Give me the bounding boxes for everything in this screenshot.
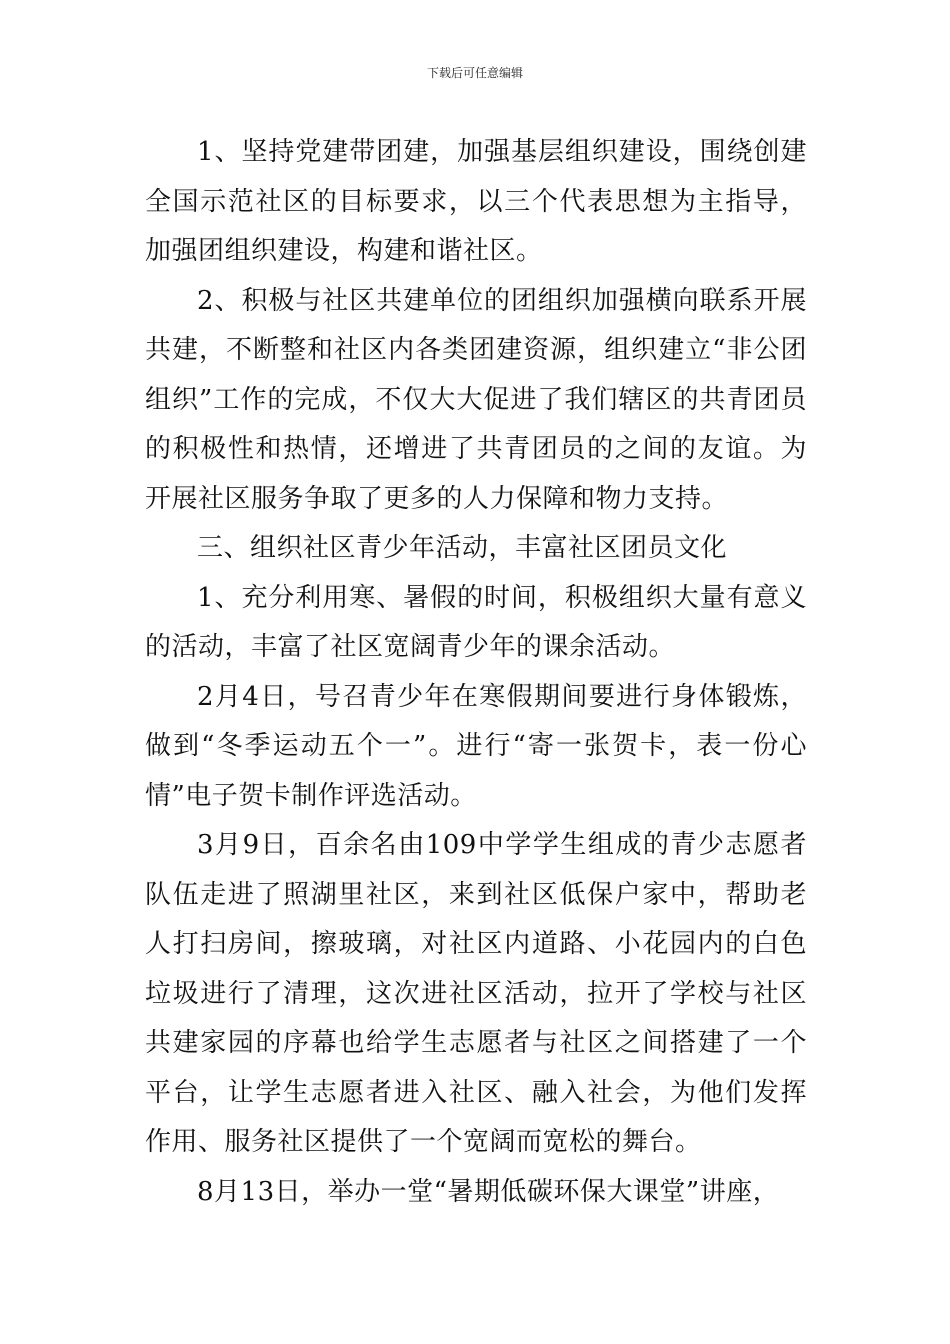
paragraph-4: 2月4日，号召青少年在寒假期间要进行身体锻炼，做到“冬季运动五个一”。进行“寄一张贺卡，表一份心情”电子贺卡制作评选活动。	[145, 681, 807, 811]
paragraph-2: 2、积极与社区共建单位的团组织加强横向联系开展共建，不断整和社区内各类团建资源，组织建立“非公团组织”工作的完成，不仅大大促进了我们辖区的共青团员的积极性和热情，还增进了共青团员的之间的友谊。为开展社区服务争取了更多的人力保障和物力支持。	[145, 285, 807, 514]
page-header: 下载后可任意编辑	[426, 66, 523, 80]
paragraph-5: 3月9日，百余名由109中学学生组成的青少志愿者队伍走进了照湖里社区，来到社区低保户家中，帮助老人打扫房间，擦玻璃，对社区内道路、小花园内的白色垃圾进行了清理，这次进社区活动，拉开了学校与社区共建家园的序幕也给学生志愿者与社区之间搭建了一个平台，让学生志愿者进入社区、融入社会，为他们发挥作用、服务社区提供了一个宽阔而宽松的舞台。	[145, 830, 807, 1157]
document-body	[145, 128, 807, 1217]
section-heading: 三、组织社区青少年活动，丰富社区团员文化	[197, 533, 728, 563]
paragraph-1: 1、坚持党建带团建，加强基层组织建设，围绕创建全国示范社区的目标要求，以三个代表思想为主指导，加强团组织建设，构建和谐社区。	[145, 137, 807, 266]
paragraph-3: 1、充分利用寒、暑假的时间，积极组织大量有意义的活动，丰富了社区宽阔青少年的课余活动。	[145, 582, 807, 662]
paragraph-6: 8月13日，举办一堂“暑期低碳环保大课堂”讲座，	[197, 1176, 780, 1207]
